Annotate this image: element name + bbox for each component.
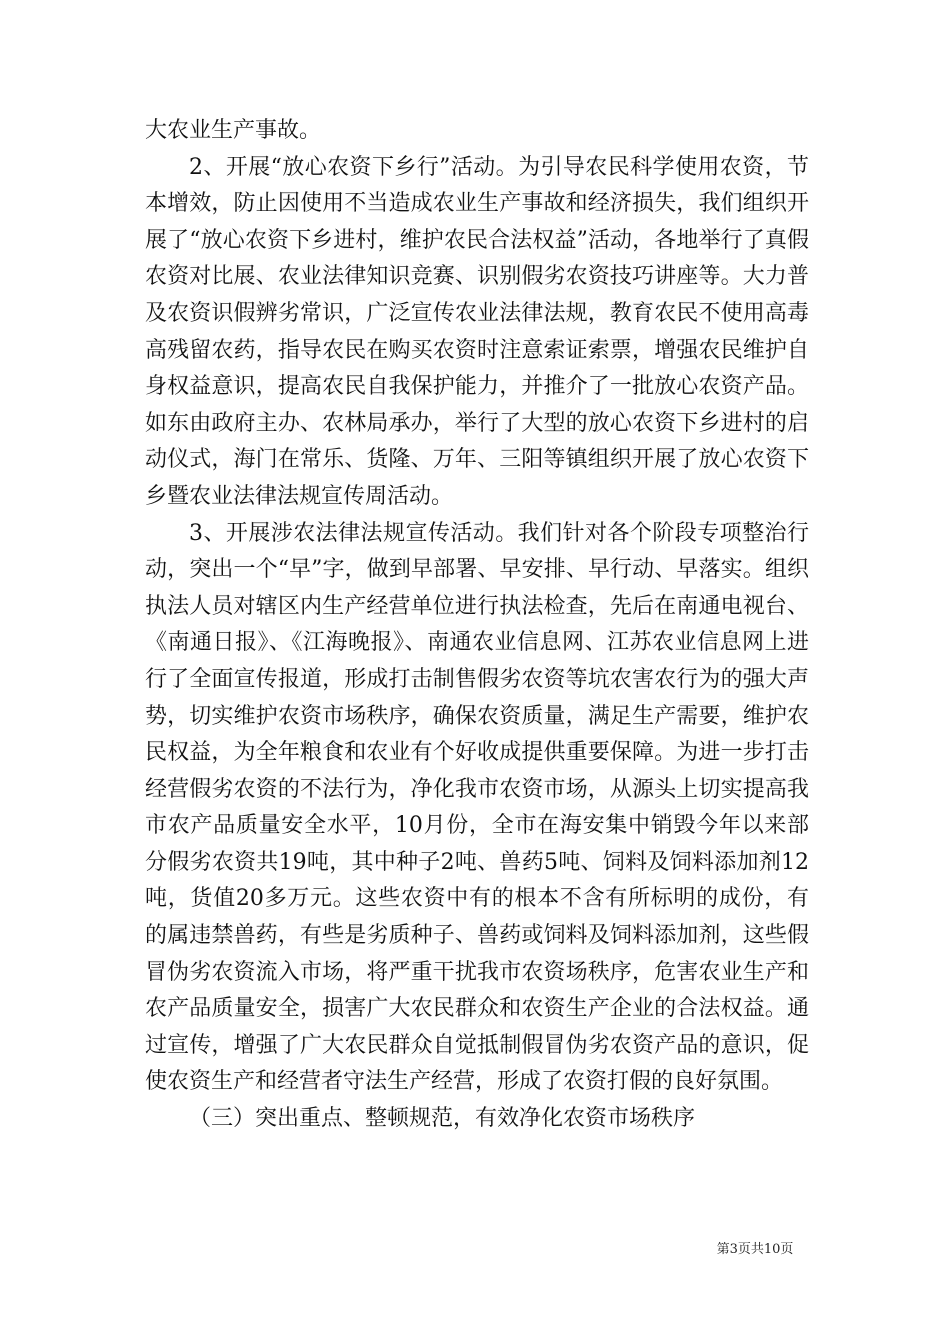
page-footer: [0, 1238, 950, 1257]
document-body: [145, 113, 809, 1138]
section-heading-3: （三）突出重点、整顿规范，有效净化农资市场秩序: [189, 1106, 696, 1132]
page-number: 第3页共10页: [716, 1242, 794, 1257]
paragraph-activity-3: 3、开展涉农法律法规宣传活动。我们针对各个阶段专项整治行动，突出一个“早”字，做到早部署、早安排、早行动、早落实。组织执法人员对辖区内生产经营单位进行执法检查，先后在南通电视台、《南通日报》、《江海晚报》、南通农业信息网、江苏农业信息网上进行了全面宣传报道，形成打击制售假劣农资等坑农害农行为的强大声势，切实维护农资市场秩序，确保农资质量，满足生产需要，维护农民权益，为全年粮食和农业有个好收成提供重要保障。为进一步打击经营假劣农资的不法行为，净化我市农资市场，从源头上切实提高我市农产品质量安全水平，10月份，全市在海安集中销毁今年以来部分假劣农资共19吨，其中种子2吨、兽药5吨、饲料及饲料添加剂12吨，货值20多万元。这些农资中有的根本不含有所标明的成份，有的属违禁兽药，有些是劣质种子、兽药或饲料及饲料添加剂，这些假冒伪劣农资流入市场，将严重干扰我市农资场秩序，危害农业生产和农产品质量安全，损害广大农民群众和农资生产企业的合法权益。通过宣传，增强了广大农民群众自觉抵制假冒伪劣农资产品的意识，促使农资生产和经营者守法生产经营，形成了农资打假的良好氛围。: [145, 520, 809, 1095]
paragraph-continuation: 大农业生产事故。: [145, 118, 322, 143]
paragraph-activity-2: 2、开展“放心农资下乡行”活动。为引导农民科学使用农资，节本增效，防止因使用不当造成农业生产事故和经济损失，我们组织开展了“放心农资下乡进村，维护农民合法权益”活动，各地举行了真假农资对比展、农业法律知识竞赛、识别假劣农资技巧讲座等。大力普及农资识假辨劣常识，广泛宣传农业法律法规，教育农民不使用高毒高残留农药，指导农民在购买农资时注意索证索票，增强农民维护自身权益意识，提高农民自我保护能力，并推介了一批放心农资产品。如东由政府主办、农林局承办，举行了大型的放心农资下乡进村的启动仪式，海门在常乐、货隆、万年、三阳等镇组织开展了放心农资下乡暨农业法律法规宣传周活动。: [145, 154, 809, 509]
